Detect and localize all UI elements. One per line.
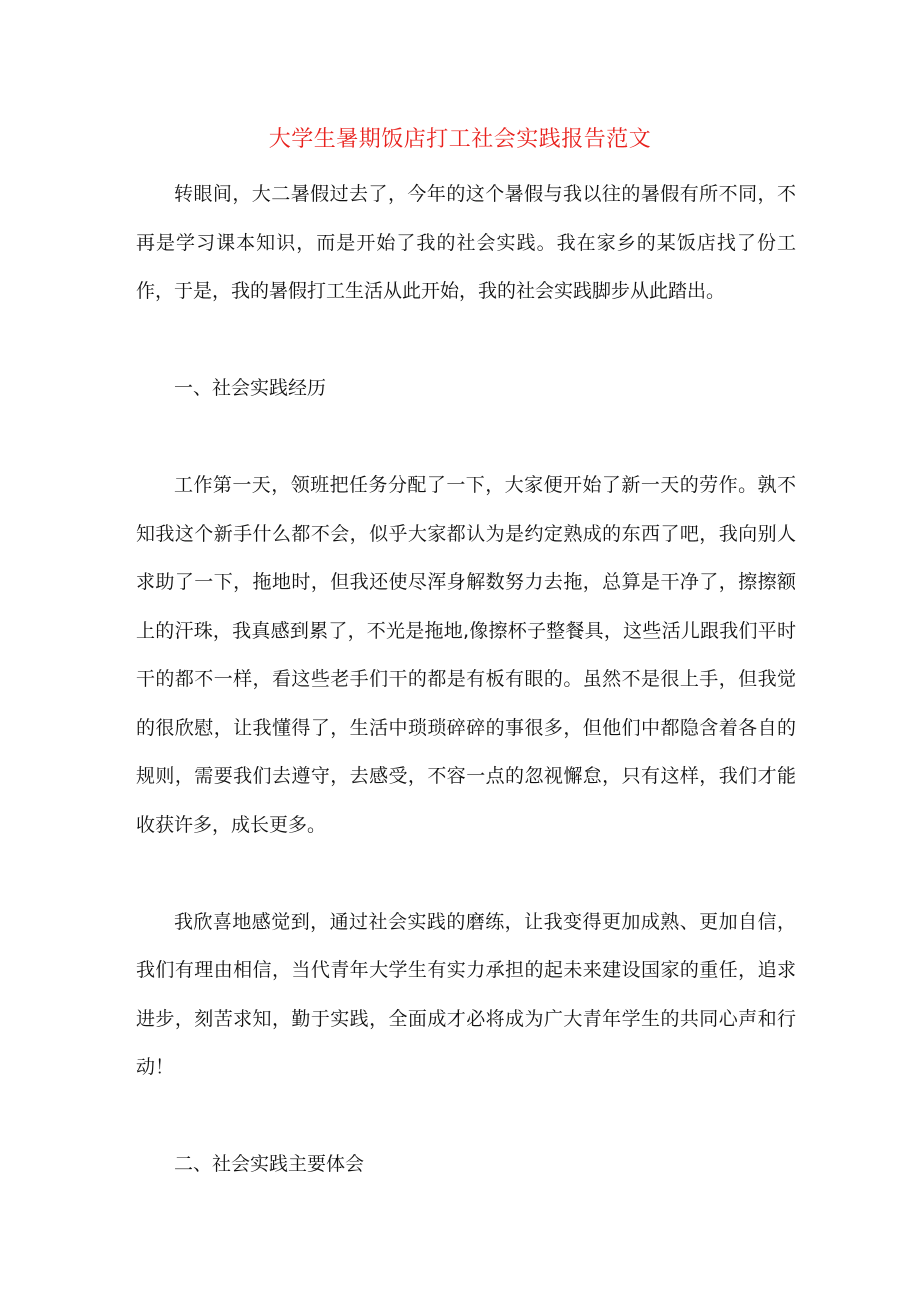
experience-paragraph: 工作第一天，领班把任务分配了一下，大家便开始了新一天的劳作。孰不知我这个新手什么都不会，似乎大家都认为是约定熟成的东西了吧，我向别人求助了一下，拖地时，但我还使尽浑身解数努力去拖，总算是干净了，擦擦额上的汗珠，我真感到累了，不光是拖地,像擦杯子整餐具，这些活儿跟我们平时干的都不一样，看这些老手们干的都是有板有眼的。虽然不是很上手，但我觉的很欣慰，让我懂得了，生活中琐琐碎碎的事很多，但他们中都隐含着各自的规则，需要我们去遵守，去感受，不容一点的忽视懈怠，只有这样，我们才能收获许多，成长更多。 bbox=[136, 474, 796, 836]
paragraph-spacer bbox=[136, 1092, 796, 1141]
section-heading-2: 二、社会实践主要体会 bbox=[174, 1153, 365, 1175]
paragraph-spacer bbox=[136, 849, 796, 898]
paragraph-spacer bbox=[136, 316, 796, 365]
reflection-paragraph: 我欣喜地感觉到，通过社会实践的磨练，让我变得更加成熟、更加自信，我们有理由相信，当代青年大学生有实力承担的起未来建设国家的重任，追求进步，刻苦求知，勤于实践，全面成才必将成为广大青年学生的共同心声和行动！ bbox=[136, 910, 796, 1078]
paragraph-spacer bbox=[136, 413, 796, 462]
section-heading-1: 一、社会实践经历 bbox=[174, 377, 327, 399]
intro-paragraph: 转眼间，大二暑假过去了，今年的这个暑假与我以往的暑假有所不同，不再是学习课本知识，而是开始了我的社会实践。我在家乡的某饭店找了份工作，于是，我的暑假打工生活从此开始，我的社会实践脚步从此踏出。 bbox=[136, 183, 796, 302]
document-title: 大学生暑期饭店打工社会实践报告范文 bbox=[268, 127, 652, 152]
document-body bbox=[136, 170, 796, 1189]
